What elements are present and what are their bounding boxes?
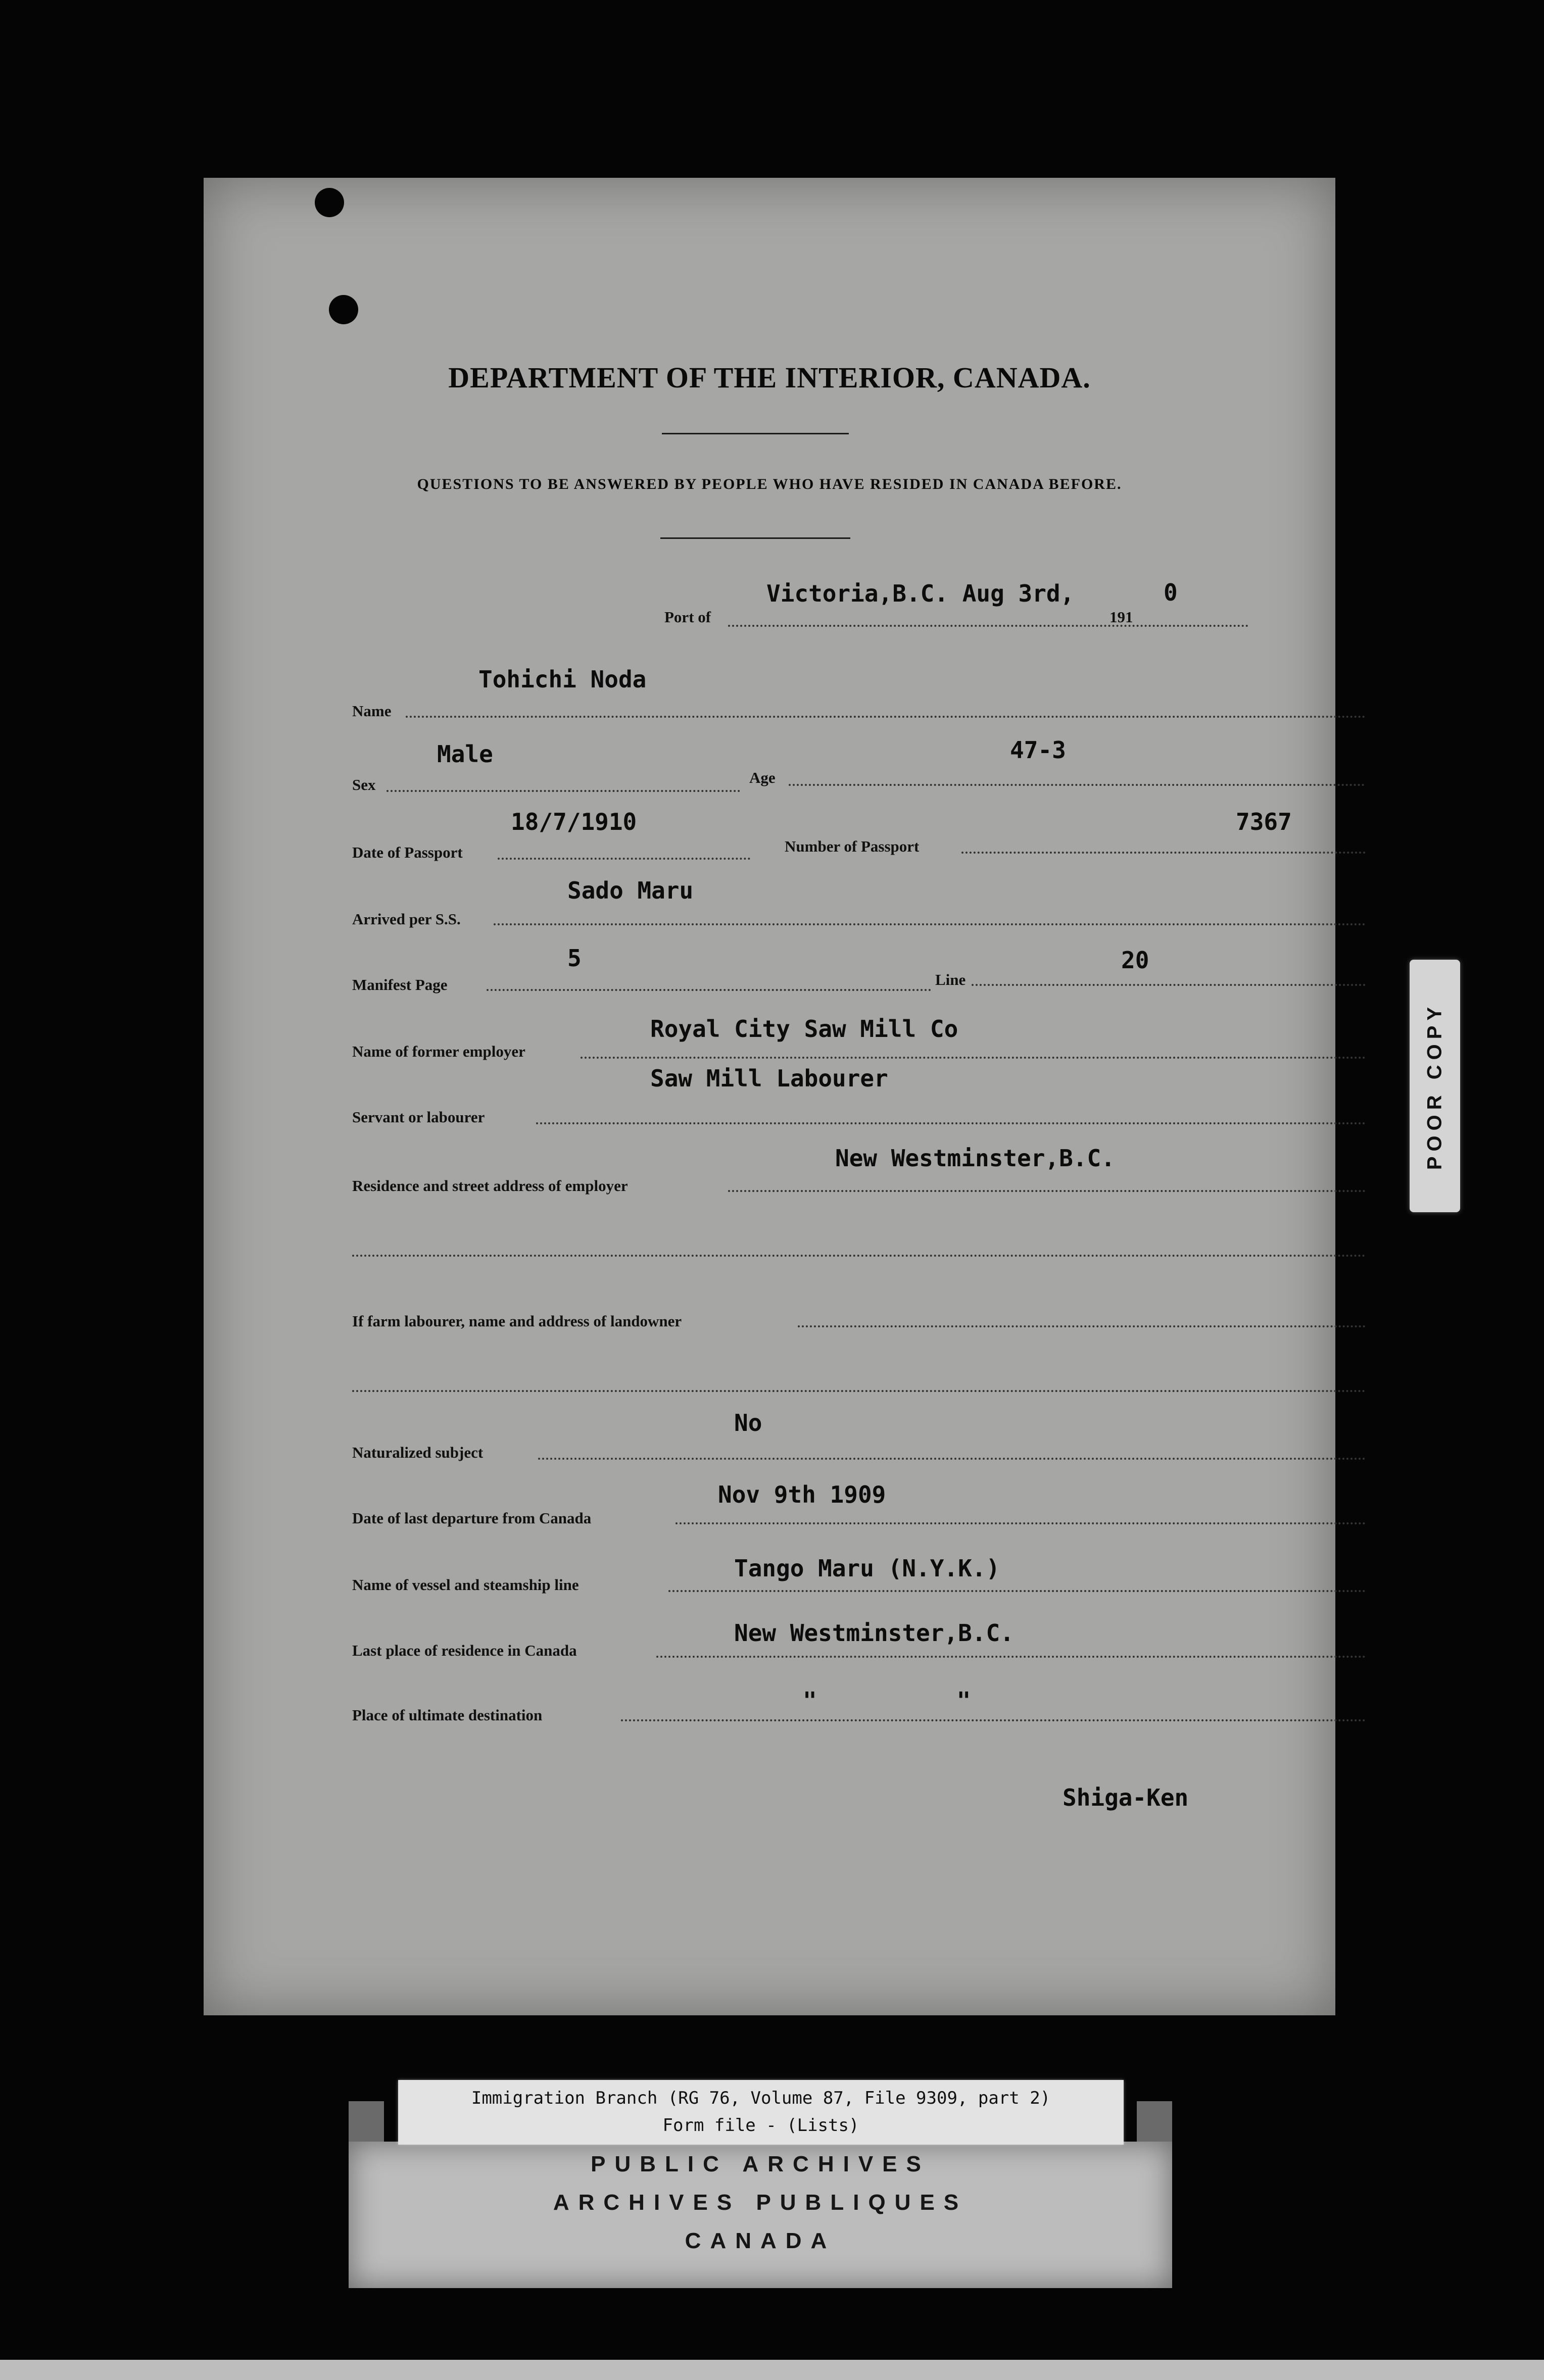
- year-value: 0: [1164, 579, 1178, 606]
- archives-line-3: CANADA: [685, 2228, 836, 2253]
- poor-copy-label: [1410, 960, 1460, 1212]
- archives-line-1: PUBLIC ARCHIVES: [591, 2152, 930, 2176]
- employer-address-line: [728, 1190, 1366, 1192]
- form-title: DEPARTMENT OF THE INTERIOR, CANADA.: [448, 361, 1091, 394]
- farm-line: [798, 1325, 1366, 1327]
- naturalized-label: Naturalized subject: [352, 1444, 484, 1461]
- arrived-line: [494, 923, 1366, 925]
- vessel-label: Name of vessel and steamship line: [352, 1576, 579, 1594]
- last-residence-value: New Westminster,B.C.: [734, 1619, 1014, 1647]
- archives-stamp: [349, 2142, 1172, 2288]
- age-value: 47-3: [1010, 736, 1066, 764]
- passport-number-line: [961, 852, 1366, 854]
- sex-value: Male: [437, 740, 493, 768]
- passport-number-value: 7367: [1236, 808, 1292, 835]
- passport-date-label: Date of Passport: [352, 844, 463, 861]
- arrived-value: Sado Maru: [567, 877, 694, 904]
- passport-date-line: [498, 858, 750, 860]
- last-departure-line: [675, 1522, 1366, 1524]
- punch-hole-bottom: [329, 295, 358, 324]
- former-employer-label: Name of former employer: [352, 1043, 525, 1060]
- naturalized-value: No: [734, 1409, 762, 1436]
- vessel-value: Tango Maru (N.Y.K.): [734, 1555, 1000, 1582]
- employer-address-value: New Westminster,B.C.: [835, 1145, 1115, 1172]
- form-sheet: [204, 178, 1335, 2015]
- servant-value: Saw Mill Labourer: [650, 1065, 888, 1092]
- form-subtitle: QUESTIONS TO BE ANSWERED BY PEOPLE WHO HAVE RESIDED IN CANADA BEFORE.: [417, 476, 1122, 492]
- naturalized-line: [538, 1458, 1366, 1460]
- manifest-page-value: 5: [567, 945, 582, 972]
- vessel-line: [668, 1590, 1366, 1592]
- name-line: [406, 716, 1366, 718]
- line-line: [972, 984, 1366, 986]
- former-employer-line: [581, 1057, 1366, 1059]
- passport-number-label: Number of Passport: [785, 837, 920, 855]
- reference-line-1: Immigration Branch (RG 76, Volume 87, File 9309, part 2): [471, 2088, 1051, 2108]
- last-residence-line: [656, 1656, 1366, 1658]
- farm-label: If farm labourer, name and address of landowner: [352, 1312, 682, 1330]
- line-value: 20: [1121, 947, 1149, 974]
- employer-address-line-2: [352, 1255, 1366, 1257]
- sex-line: [387, 790, 740, 792]
- last-departure-label: Date of last departure from Canada: [352, 1509, 592, 1527]
- name-label: Name: [352, 702, 392, 720]
- line-label: Line: [935, 971, 966, 988]
- passport-date-value: 18/7/1910: [511, 808, 637, 835]
- archives-line-2: ARCHIVES PUBLIQUES: [553, 2190, 968, 2215]
- reference-line-2: Form file - (Lists): [662, 2115, 859, 2136]
- former-employer-value: Royal City Saw Mill Co: [650, 1015, 958, 1043]
- last-residence-label: Last place of residence in Canada: [352, 1642, 577, 1659]
- manifest-page-line: [487, 989, 931, 991]
- manifest-page-label: Manifest Page: [352, 976, 448, 994]
- port-value: Victoria,B.C. Aug 3rd,: [766, 580, 1075, 607]
- film-edge: [0, 2360, 1544, 2380]
- subtitle-rule: [660, 537, 850, 539]
- title-rule: [662, 433, 849, 434]
- destination-line: [621, 1719, 1366, 1721]
- footer-note: Shiga-Ken: [1063, 1784, 1189, 1811]
- year-label: 191: [1109, 608, 1133, 626]
- reference-slip: [398, 2080, 1124, 2145]
- poor-copy-text: POOR COPY: [1423, 1002, 1446, 1170]
- name-value: Tohichi Noda: [478, 666, 647, 693]
- servant-line: [536, 1122, 1366, 1124]
- sex-label: Sex: [352, 776, 376, 794]
- port-label: Port of: [664, 608, 711, 626]
- servant-label: Servant or labourer: [352, 1108, 485, 1126]
- age-line: [789, 784, 1365, 786]
- punch-hole-top: [315, 188, 344, 217]
- employer-address-label: Residence and street address of employer: [352, 1177, 628, 1195]
- age-label: Age: [749, 769, 776, 786]
- last-departure-value: Nov 9th 1909: [718, 1481, 886, 1508]
- destination-label: Place of ultimate destination: [352, 1706, 543, 1724]
- destination-value: " ": [803, 1687, 971, 1714]
- arrived-label: Arrived per S.S.: [352, 910, 461, 928]
- farm-line-2: [352, 1390, 1366, 1392]
- port-line: [728, 625, 1248, 627]
